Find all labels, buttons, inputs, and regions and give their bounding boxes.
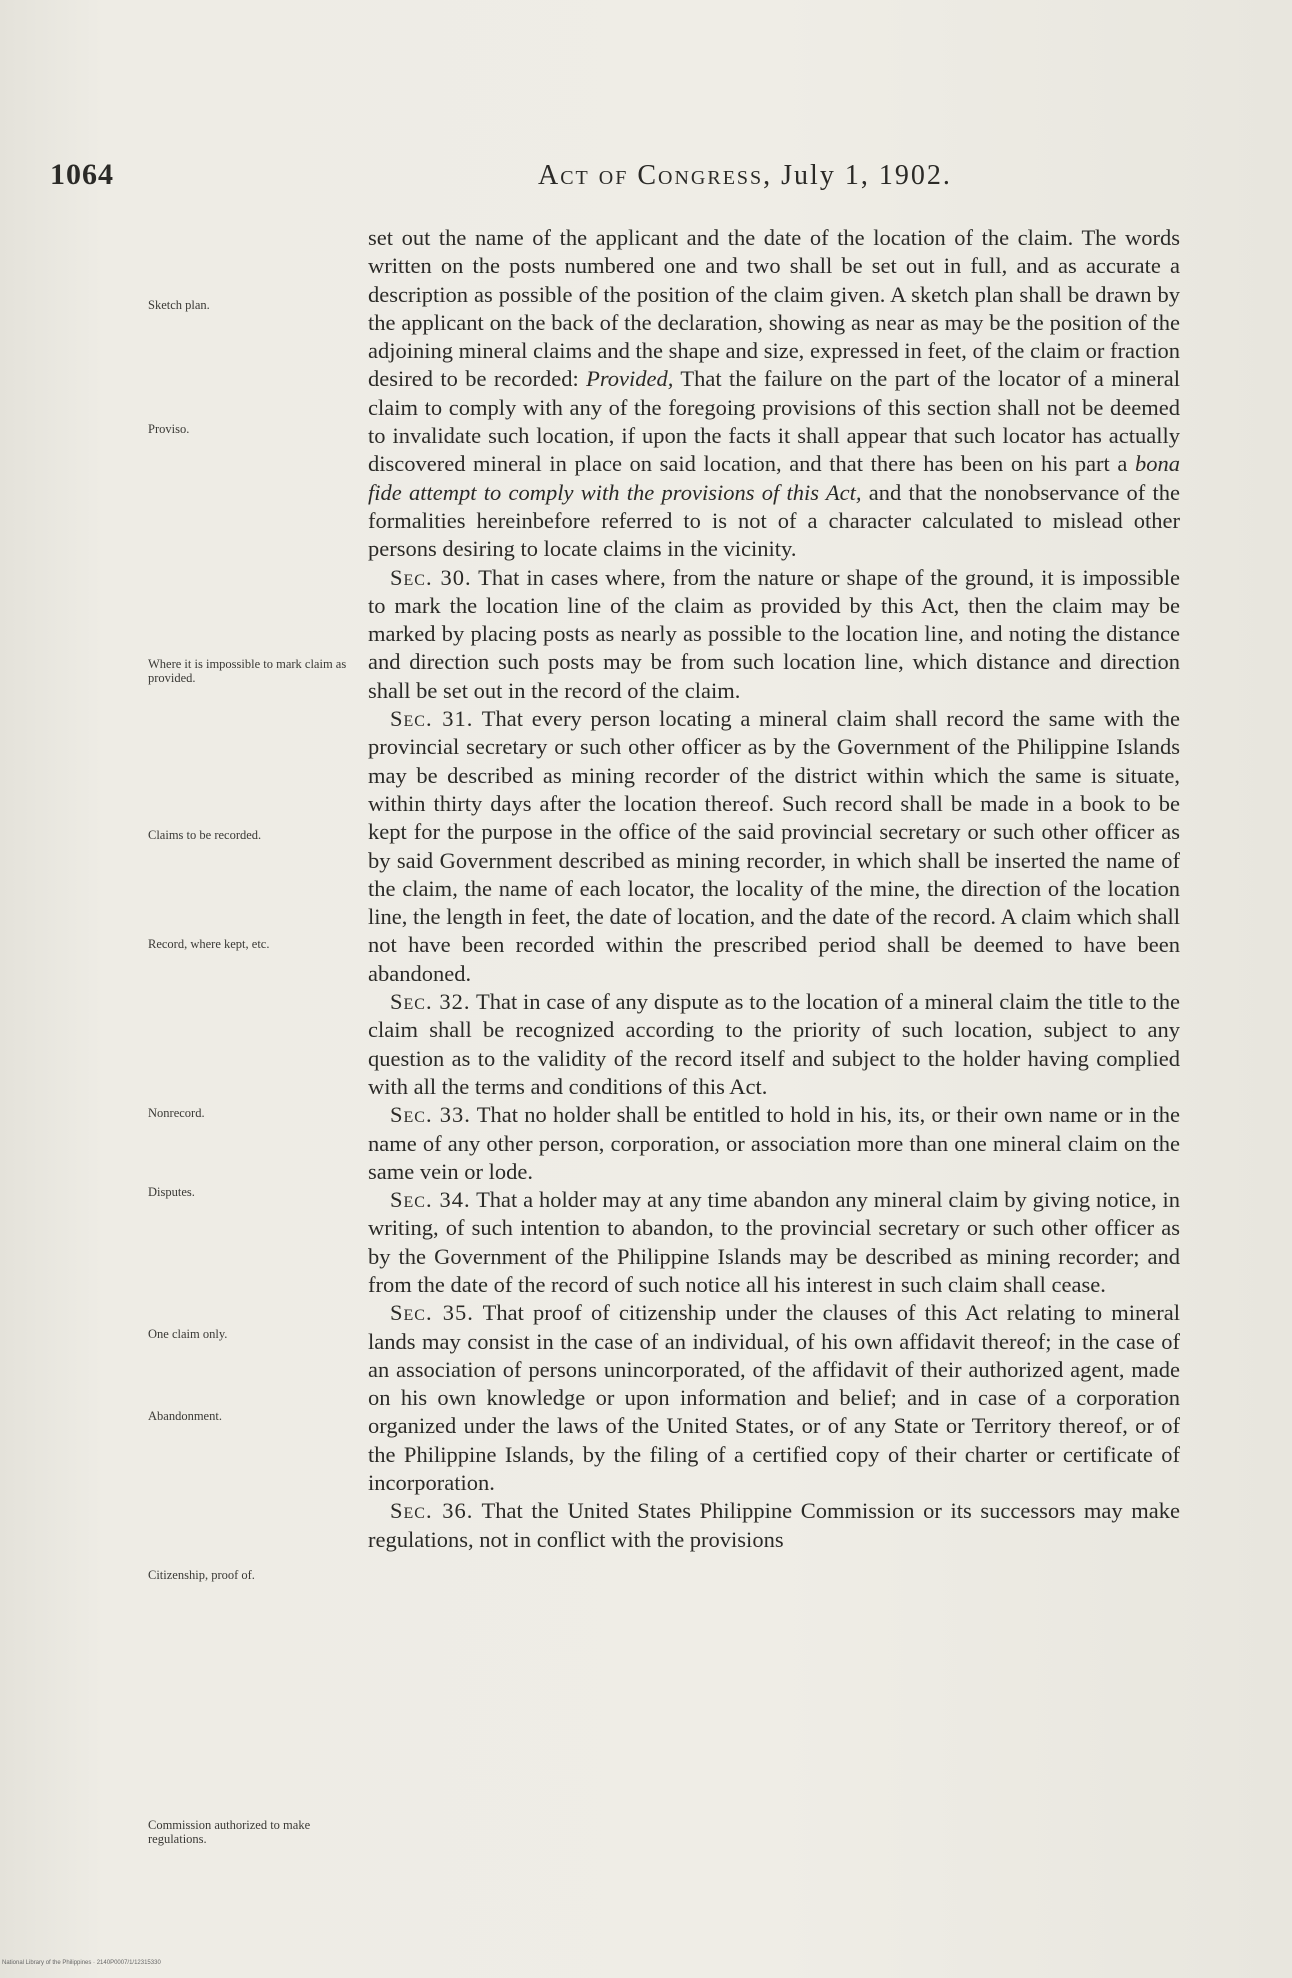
section-label: Sec. 31. xyxy=(390,706,474,732)
margin-note-nonrecord: Nonrecord. xyxy=(148,1106,205,1120)
margin-note-claims-recorded: Claims to be recorded. xyxy=(148,828,262,842)
margin-note-sketch-plan: Sketch plan. xyxy=(148,298,210,312)
margin-note-record-where-kept: Record, where kept, etc. xyxy=(148,937,270,951)
section-label: Sec. 35. xyxy=(390,1300,474,1326)
margin-note-commission: Commission authorized to make regulations. xyxy=(148,1818,311,1846)
bona-fide-italic: bona fide attempt to comply with the provisions of this Act, xyxy=(368,451,1180,505)
margin-note-one-claim-only: One claim only. xyxy=(148,1327,228,1341)
section-34: Sec. 34. That a holder may at any time abandon any mineral claim by giving notice, in writing, of such intention to abandon, to the provincial secretary or such other officer as by the Government of the Philippine Islands may be described as mining recorder; and from the date of the record of such notice all his interest in such claim shall cease. xyxy=(368,1187,1180,1297)
section-label: Sec. 34. xyxy=(390,1187,471,1213)
margin-note-citizenship: Citizenship, proof of. xyxy=(148,1568,255,1582)
section-35: Sec. 35. That proof of citizenship under the clauses of this Act relating to mineral lands may consist in the case of an individual, of his own affidavit thereof; in the case of an association of persons unincorporated, of the affidavit of their authorized agent, made on his own knowledge or upon information and belief; and in case of a corporation organized under the laws of the United States, or of any State or Territory thereof, or of the Philippine Islands, by the filing of a certified copy of their charter or certificate of incorporation. xyxy=(368,1300,1180,1496)
section-label: Sec. 32. xyxy=(390,989,471,1015)
margin-note-disputes: Disputes. xyxy=(148,1185,195,1199)
section-32: Sec. 32. That in case of any dispute as to the location of a mineral claim the title to the claim shall be recognized according to the priority of such location, subject to any question as to the validity of the record itself and subject to the holder having complied with all the terms and conditions of this Act. xyxy=(368,989,1180,1099)
section-label: Sec. 33. xyxy=(390,1102,471,1128)
act-date: July 1, 1902. xyxy=(781,160,952,191)
margin-note-impossible-to-mark: Where it is impossible to mark claim as provided. xyxy=(148,657,347,685)
section-36: Sec. 36. That the United States Philippine Commission or its successors may make regulations, not in conflict with the provisions xyxy=(368,1498,1181,1552)
provided-italic: Provided, xyxy=(586,366,674,392)
scan-credit: National Library of the Philippines · 2140P0007/1/12315330 xyxy=(2,1960,161,1966)
body-text xyxy=(368,224,1180,1554)
margin-note-proviso: Proviso. xyxy=(148,422,190,436)
margin-note-abandonment: Abandonment. xyxy=(148,1409,222,1423)
section-30: Sec. 30. That in cases where, from the nature or shape of the ground, it is impossible to mark the location line of the claim as provided by this Act, then the claim may be marked by placing posts as nearly as possible to the location line, and noting the distance and direction such posts may be from such location line, which distance and direction shall be set out in the record of the claim. xyxy=(368,564,1180,703)
section-33: Sec. 33. That no holder shall be entitled to hold in his, its, or their own name or in the name of any other person, corporation, or association more than one mineral claim on the same vein or lode. xyxy=(368,1102,1180,1184)
paragraph-continued: set out the name of the applicant and the date of the location of the claim. The words written on the posts numbered one and two shall be set out in full, and as accurate a description as possible of the position of the claim given. A sketch plan shall be drawn by the applicant on the back of the declaration, showing as near as may be the position of the adjoining mineral claims and the shape and size, expressed in feet, of the claim or fraction desired to be recorded: Provided, That the failure on the part of the locator of a mineral claim to comply with any of the foregoing provisions of this section shall not be deemed to invalidate such location, if upon the facts it shall appear that such locator has actually discovered mineral in place on said location, and that there has been on his part a bona fide attempt to comply with the provisions of this Act, and that the nonobservance of the formalities hereinbefore referred to is not of a character calculated to mislead other persons desiring to locate claims in the vicinity. xyxy=(368,225,1180,562)
section-31: Sec. 31. That every person locating a mineral claim shall record the same with the provincial secretary or such other officer as by the Government of the Philippine Islands may be described as mining recorder of the district within which the same is situate, within thirty days after the location thereof. Such record shall be made in a book to be kept for the purpose in the office of the said provincial secretary or such other officer as by said Government described as mining recorder, in which shall be inserted the name of the claim, the name of each locator, the locality of the mine, the direction of the location line, the length in feet, the date of location, and the date of the record. A claim which shall not have been recorded within the prescribed period shall be deemed to have been abandoned. xyxy=(368,706,1180,986)
section-label: Sec. 36. xyxy=(390,1498,474,1524)
running-head xyxy=(538,160,952,192)
section-label: Sec. 30. xyxy=(390,564,472,590)
page-number: 1064 xyxy=(50,158,114,191)
act-title: Act of Congress, xyxy=(538,160,773,191)
page-header xyxy=(0,158,1292,198)
